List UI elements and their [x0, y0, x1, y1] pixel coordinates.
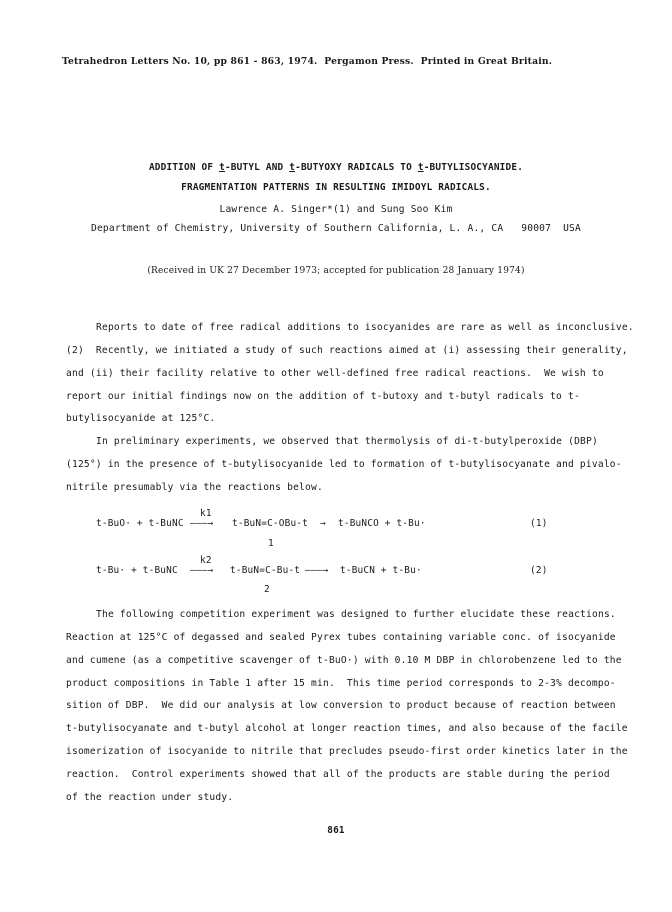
reaction-1-label: (1) [530, 518, 548, 529]
journal-header: Tetrahedron Letters No. 10, pp 861 - 863, 1974. Pergamon Press. Printed in Great Britain. [62, 56, 553, 67]
p2-line-1: In preliminary experiments, we observed that thermolysis of di-t-butylperoxide (DBP) [96, 436, 598, 447]
reaction-1-rate-constant: k1 [200, 508, 212, 519]
reaction-2-label: (2) [530, 565, 548, 576]
p3-line-4: product compositions in Table 1 after 15 min. This time period corresponds to 2-3% decompo- [66, 678, 616, 689]
p3-line-6: t-butylisocyanate and t-butyl alcohol at longer reaction times, and also because of the facile [66, 723, 628, 734]
reaction-2-rate-constant: k2 [200, 555, 212, 566]
reaction-1-arrow: ———→ [190, 518, 214, 529]
p2-line-2: (125°) in the presence of t-butylisocyanide led to formation of t-butylisocyanate and pivalo- [66, 459, 622, 470]
p3-line-8: reaction. Control experiments showed that all of the products are stable during the period [66, 769, 610, 780]
reaction-1-intermediate-number: 1 [268, 538, 274, 549]
title-line-2: FRAGMENTATION PATTERNS IN RESULTING IMIDOYL RADICALS. [181, 182, 491, 193]
reaction-2-intermediate-number: 2 [264, 584, 270, 595]
reaction-1-arrow-2: → [320, 518, 326, 529]
received-dates: (Received in UK 27 December 1973; accepted for publication 28 January 1974) [147, 266, 525, 276]
reaction-1-products: t-BuNCO + t-Bu· [338, 518, 426, 529]
reaction-2-arrow: ———→ [190, 565, 214, 576]
p1-line-2: (2) Recently, we initiated a study of such reactions aimed at (i) assessing their generality, [66, 345, 628, 356]
p2-line-3: nitrile presumably via the reactions below. [66, 482, 323, 493]
reaction-1-reactants: t-BuO· + t-BuNC [96, 518, 184, 529]
reaction-2-products: t-BuCN + t-Bu· [340, 565, 422, 576]
p1-line-4: report our initial findings now on the addition of t-butoxy and t-butyl radicals to t- [66, 391, 580, 402]
p3-line-7: isomerization of isocyanide to nitrile that precludes pseudo-first order kinetics later in the [66, 746, 628, 757]
reaction-2-arrow-2: ———→ [305, 565, 329, 576]
authors: Lawrence A. Singer*(1) and Sung Soo Kim [219, 204, 453, 215]
affiliation: Department of Chemistry, University of Southern California, L. A., CA 90007 USA [90, 223, 582, 234]
p3-line-1: The following competition experiment was designed to further elucidate these reactions. [96, 609, 616, 620]
reaction-2-reactants: t-Bu· + t-BuNC [96, 565, 178, 576]
p1-line-3: and (ii) their facility relative to other well-defined free radical reactions. We wish to [66, 368, 604, 379]
p3-line-9: of the reaction under study. [66, 792, 234, 803]
page-number: 861 [327, 825, 345, 836]
reaction-1-intermediate: t-BuN=C-OBu-t [232, 518, 308, 529]
title-line-1: ADDITION OF t-BUTYL AND t-BUTYOXY RADICALS TO t-BUTYLISOCYANIDE. [148, 162, 524, 173]
reaction-2-intermediate: t-BuN=C-Bu-t [230, 565, 301, 576]
p3-line-2: Reaction at 125°C of degassed and sealed Pyrex tubes containing variable conc. of isocyanide [66, 632, 616, 643]
p1-line-1: Reports to date of free radical additions to isocyanides are rare as well as inconclusive. [96, 322, 634, 333]
p3-line-5: sition of DBP. We did our analysis at low conversion to product because of reaction between [66, 700, 616, 711]
p1-line-5: butylisocyanide at 125°C. [66, 413, 216, 424]
p3-line-3: and cumene (as a competitive scavenger of t-BuO·) with 0.10 M DBP in chlorobenzene led to the [66, 655, 622, 666]
